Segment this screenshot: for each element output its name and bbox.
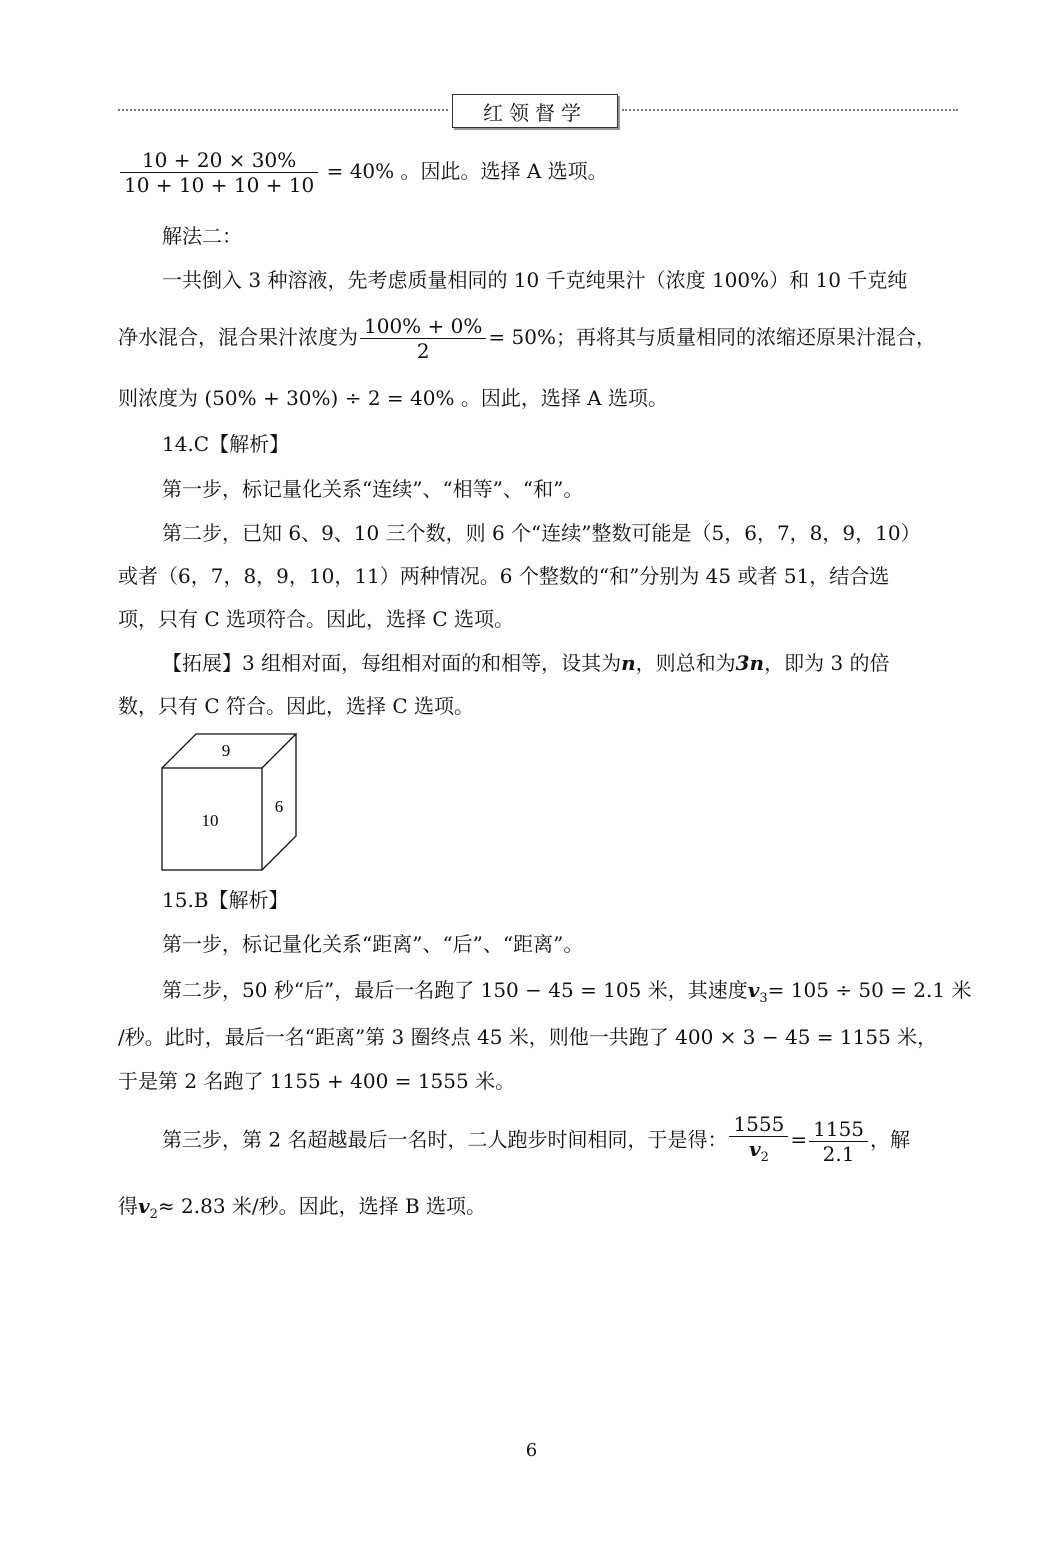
header-rule-right bbox=[622, 109, 958, 111]
fraction-numerator: 1555 bbox=[733, 1112, 785, 1136]
fraction-denominator: 10 + 10 + 10 + 10 bbox=[120, 172, 318, 197]
text: ≈ 2.83 米/秒。因此，选择 B 选项。 bbox=[157, 1194, 487, 1218]
paragraph-line: 或者（6，7，8，9，10，11）两种情况。6 个整数的“和”分别为 45 或者 51，结合选 bbox=[118, 564, 890, 588]
paragraph-line: /秒。此时，最后一名“距离”第 3 圈终点 45 米，则他一共跑了 400 × 3 − 45 = 1155 米， bbox=[118, 1025, 938, 1049]
text: ，即为 3 的倍 bbox=[764, 651, 890, 675]
header-rule-left bbox=[118, 109, 448, 111]
text: ，解 bbox=[870, 1127, 911, 1152]
text: = 105 ÷ 50 = 2.1 米 bbox=[767, 978, 972, 1002]
text: 净水混合，混合果汁浓度为 bbox=[118, 325, 358, 349]
variable: v bbox=[747, 978, 760, 1002]
paragraph-line: 一共倒入 3 种溶液，先考虑质量相同的 10 千克纯果汁（浓度 100%）和 10 千克纯 bbox=[162, 268, 908, 292]
page-number: 6 bbox=[525, 1440, 538, 1461]
fraction-denominator bbox=[729, 1136, 788, 1170]
question-title: 15.B【解析】 bbox=[162, 888, 289, 912]
text: 得 bbox=[118, 1194, 138, 1218]
paragraph-line: 第一步，标记量化关系“连续”、“相等”、“和”。 bbox=[162, 477, 584, 501]
fraction bbox=[360, 314, 486, 363]
question-title: 14.C【解析】 bbox=[162, 432, 290, 456]
fraction-numerator: 100% + 0% bbox=[364, 314, 483, 338]
paragraph-line bbox=[162, 978, 971, 1011]
cube-diagram bbox=[160, 732, 300, 874]
fraction-denominator: 2 bbox=[360, 338, 486, 363]
paragraph-line: 第二步，已知 6、9、10 三个数，则 6 个“连续”整数可能是（5，6，7，8，9，10） bbox=[162, 521, 921, 545]
subscript: 2 bbox=[149, 1207, 158, 1222]
paragraph-line bbox=[118, 314, 936, 363]
fraction-line bbox=[118, 148, 608, 197]
text: = bbox=[790, 1127, 808, 1152]
variable: v bbox=[138, 1194, 150, 1218]
text: 【拓展】3 组相对面，每组相对面的和相等，设其为 bbox=[162, 651, 622, 675]
cube-front-label: 10 bbox=[201, 811, 219, 830]
paragraph-line: 于是第 2 名跑了 1155 + 400 = 1555 米。 bbox=[118, 1069, 516, 1093]
fraction-numerator: 10 + 20 × 30% bbox=[141, 148, 297, 172]
text: ，则总和为 bbox=[635, 651, 736, 675]
cube-side-label: 6 bbox=[274, 797, 284, 816]
paragraph-line bbox=[162, 1112, 910, 1170]
result-text: = 40% 。因此。选择 A 选项。 bbox=[326, 159, 608, 183]
text: = 50%；再将其与质量相同的浓缩还原果汁混合， bbox=[488, 325, 936, 349]
header-title: 红领督学 bbox=[452, 94, 618, 128]
paragraph-line: 第一步，标记量化关系“距离”、“后”、“距离”。 bbox=[162, 932, 584, 956]
paragraph-line: 数，只有 C 符合。因此，选择 C 选项。 bbox=[118, 694, 475, 718]
subscript: 3 bbox=[759, 991, 768, 1006]
fraction bbox=[120, 148, 318, 197]
fraction-denominator: 2.1 bbox=[809, 1141, 868, 1166]
cube-top-label: 9 bbox=[221, 741, 231, 760]
paragraph-line bbox=[118, 1194, 486, 1227]
text: 第三步，第 2 名超越最后一名时，二人跑步时间相同，于是得： bbox=[162, 1127, 728, 1152]
paragraph-line: 则浓度为 (50% + 30%) ÷ 2 = 40% 。因此，选择 A 选项。 bbox=[118, 386, 668, 410]
variable: n bbox=[621, 651, 636, 675]
variable: 3n bbox=[735, 651, 765, 675]
text: 第二步，50 秒“后”，最后一名跑了 150 − 45 = 105 米，其速度 bbox=[162, 978, 748, 1002]
subscript: 2 bbox=[760, 1150, 769, 1165]
fraction-numerator: 1155 bbox=[813, 1116, 865, 1141]
method-title: 解法二： bbox=[162, 224, 242, 248]
variable: v bbox=[748, 1137, 761, 1161]
fraction bbox=[729, 1112, 788, 1170]
paragraph-line: 项，只有 C 选项符合。因此，选择 C 选项。 bbox=[118, 607, 515, 631]
fraction bbox=[809, 1117, 868, 1166]
paragraph-line bbox=[162, 651, 890, 675]
